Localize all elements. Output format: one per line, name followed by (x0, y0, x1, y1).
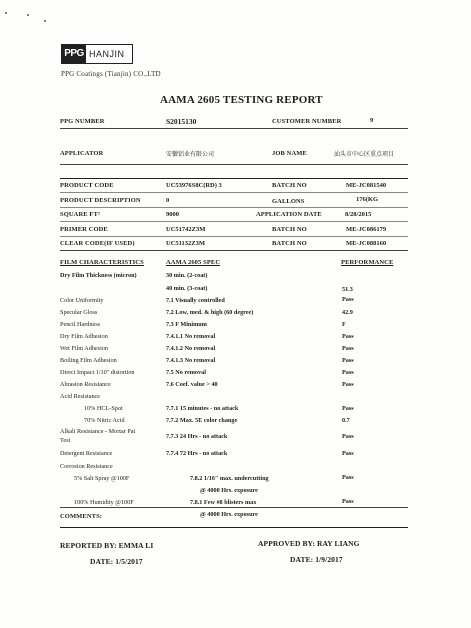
application-date-label: APPLICATION DATE (256, 211, 322, 218)
test-name: Test (60, 437, 71, 444)
job-name-label: JOB NAME (272, 150, 307, 157)
primer-code-label: PRIMER CODE (60, 226, 108, 233)
test-group: Corrosion Resistance (60, 463, 113, 470)
test-name: Direct Impact 1/10" distortion (60, 369, 135, 376)
scan-speck (44, 20, 46, 22)
test-result: Pass (342, 433, 354, 440)
clear-batch-label: BATCH NO (272, 240, 307, 247)
batch-no: ME-JC081540 (346, 182, 387, 189)
test-name: Detergent Resistance (60, 450, 113, 457)
divider (60, 250, 408, 251)
primer-batch: ME-JC086179 (346, 226, 387, 233)
col-spec: AAMA 2605 SPEC (166, 259, 221, 266)
test-result: 0.7 (342, 417, 350, 424)
application-date: 8/28/2015 (345, 211, 372, 218)
ppg-number: S2015130 (166, 117, 197, 126)
test-name: Specular Gloss (60, 309, 98, 316)
divider (60, 128, 408, 129)
report-title: AAMA 2605 TESTING REPORT (160, 94, 323, 106)
test-spec: 7.4.1.1 No removal (166, 333, 216, 340)
divider (60, 178, 408, 179)
square-feet: 9000 (166, 211, 179, 218)
test-name: Boiling Film Adhesion (60, 357, 117, 364)
test-spec: 7.8.1 Few #8 blisters max (190, 499, 257, 506)
test-name: 70% Nitric Acid (84, 417, 125, 424)
report-date: DATE: 1/5/2017 (90, 557, 143, 566)
test-name: Wet Film Adhesion (60, 345, 108, 352)
divider (60, 207, 408, 208)
test-spec: 7.7.4 72 Hrs - no attack (166, 450, 228, 457)
clear-code: UC51132Z3M (166, 240, 205, 247)
test-name: 5% Salt Spray @100F (74, 475, 130, 482)
test-result: F (342, 321, 346, 328)
test-spec: 7.1 Visually controlled (166, 297, 225, 304)
clear-batch: ME-JC088160 (346, 240, 387, 247)
gallons: 176(KG (356, 196, 379, 203)
test-result: Pass (342, 296, 354, 303)
primer-code: UC51742Z3M (166, 226, 206, 233)
scan-speck (5, 12, 7, 14)
divider (60, 527, 408, 528)
clear-code-label: CLEAR CODE(IF USED) (60, 240, 135, 247)
test-spec: 7.7.2 Max. 5E color change (166, 417, 238, 424)
product-description: 0 (166, 197, 170, 204)
test-group: Acid Resistance (60, 393, 101, 400)
divider (60, 221, 408, 222)
primer-batch-label: BATCH NO (272, 226, 307, 233)
approved-by: APPROVED BY: RAY LIANG (258, 539, 360, 548)
test-result: Pass (342, 345, 354, 352)
test-name: Color Uniformity (60, 297, 104, 304)
company-logo (61, 44, 133, 64)
applicator: 安徽铝业有限公司 (166, 152, 215, 158)
test-name: Dry Film Thickness (micron) (60, 272, 137, 279)
divider (60, 164, 408, 165)
test-spec: 30 min. (2-coat) (166, 272, 208, 279)
approve-date: DATE: 1/9/2017 (290, 555, 343, 564)
test-spec: 7.2 Low, med. & high (60 degree) (166, 309, 254, 316)
test-name: 10% HCL-Spot (84, 405, 123, 412)
product-code: UC53976S8C(RD) 3 (166, 182, 222, 189)
test-spec: @ 4000 Hrs. exposure (200, 511, 258, 518)
divider (60, 236, 408, 237)
batch-no-label: BATCH NO (272, 182, 307, 189)
square-feet-label: SQUARE FT² (60, 211, 100, 218)
test-result: Pass (342, 357, 354, 364)
job-name: 汕头市中心区重点项目 (334, 152, 395, 158)
test-spec: 7.7.1 15 minutes - no attack (166, 405, 239, 412)
test-name: Dry Film Adhesion (60, 333, 108, 340)
test-spec: 7.4.1.3 No removal (166, 357, 216, 364)
test-spec: 7.8.2 1/16" max. undercutting (190, 475, 269, 482)
product-description-label: PRODUCT DESCRIPTION (60, 197, 141, 204)
customer-number: 9 (370, 117, 374, 124)
test-spec: @ 4000 Hrs. exposure (200, 487, 258, 494)
test-spec: 7.6 Coef. value > 40 (166, 381, 218, 388)
scan-speck (27, 14, 29, 16)
gallons-label: GALLONS (272, 198, 305, 205)
test-result: Pass (342, 450, 354, 457)
customer-number-label: CUSTOMER NUMBER (272, 118, 342, 125)
test-name: 100% Humidity @100F (74, 499, 134, 506)
company-name: PPG Coatings (Tianjin) CO.,LTD (61, 70, 161, 78)
applicator-label: APPLICATOR (60, 150, 104, 157)
test-name: Pencil Hardness (60, 321, 101, 328)
test-result: 42.9 (342, 309, 353, 316)
test-spec: 7.3 F Minimum (166, 321, 207, 328)
divider (60, 192, 408, 193)
test-spec: 7.5 No removal (166, 369, 206, 376)
col-performance: PERFORMANCE (341, 259, 394, 266)
test-result: Pass (342, 369, 354, 376)
test-name: Abrasion Resistance (60, 381, 111, 388)
test-result: Pass (342, 405, 354, 412)
col-characteristic: FILM CHARACTERISTICS (60, 259, 144, 266)
product-code-label: PRODUCT CODE (60, 182, 114, 189)
ppg-logo-mark: PPG (62, 45, 86, 63)
test-result: Pass (342, 333, 354, 340)
test-result: Pass (342, 381, 354, 388)
logo-text: HANJIN (89, 49, 125, 59)
comments-label: COMMENTS: (60, 513, 103, 520)
test-spec: 40 min. (3-coat) (166, 285, 208, 292)
divider (60, 507, 408, 508)
test-result: 51.3 (342, 286, 353, 293)
test-result: Pass (342, 498, 354, 505)
ppg-number-label: PPG NUMBER (60, 118, 105, 125)
test-name: Alkali Resistance - Mortar Pat (60, 428, 136, 435)
reported-by: REPORTED BY: EMMA LI (60, 541, 154, 550)
test-spec: 7.7.3 24 Hrs - no attack (166, 433, 228, 440)
test-spec: 7.4.1.2 No removal (166, 345, 216, 352)
test-result: Pass (342, 474, 354, 481)
